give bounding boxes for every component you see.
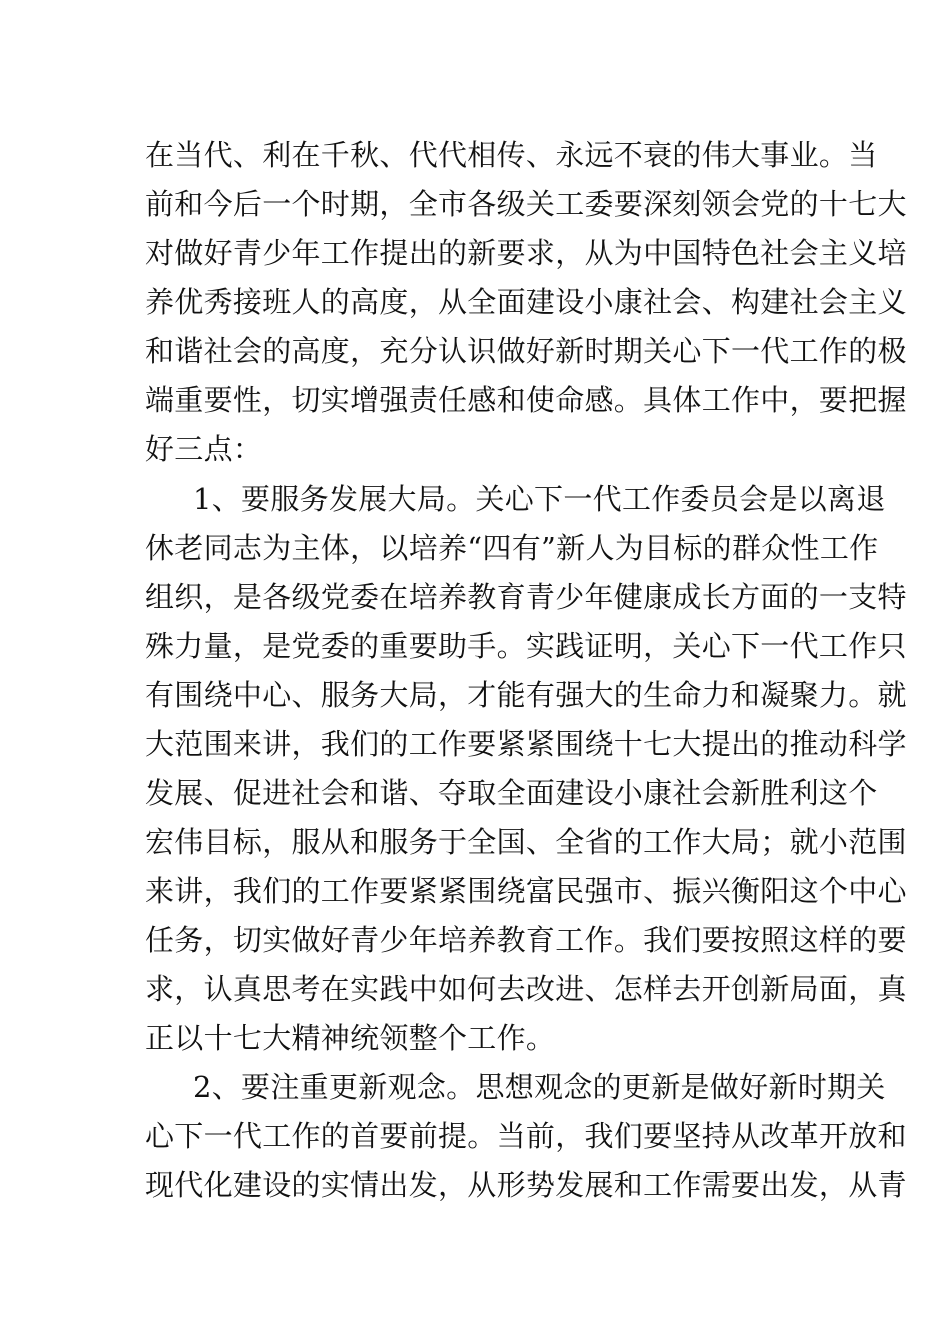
text-line: 组织，是各级党委在培养教育青少年健康成长方面的一支特: [145, 580, 907, 614]
text-line: 现代化建设的实情出发，从形势发展和工作需要出发，从青: [145, 1168, 907, 1202]
text-line: 发展、促进社会和谐、夺取全面建设小康社会新胜利这个: [145, 776, 878, 810]
text-line: 养优秀接班人的高度，从全面建设小康社会、构建社会主义: [145, 285, 907, 319]
text-line: 宏伟目标，服从和服务于全国、全省的工作大局；就小范围: [145, 825, 907, 859]
text-line: 前和今后一个时期，全市各级关工委要深刻领会党的十七大: [145, 187, 907, 221]
text-line: 心下一代工作的首要前提。当前，我们要坚持从改革开放和: [145, 1119, 907, 1153]
text-line: 在当代、利在千秋、代代相传、永远不衰的伟大事业。当: [145, 138, 878, 172]
text-line: 大范围来讲，我们的工作要紧紧围绕十七大提出的推动科学: [145, 727, 907, 761]
text-line: 好三点：: [145, 432, 263, 466]
text-line: 和谐社会的高度，充分认识做好新时期关心下一代工作的极: [145, 334, 907, 368]
paragraph-point-2: [145, 1063, 907, 1210]
text-line: 有围绕中心、服务大局，才能有强大的生命力和凝聚力。就: [145, 678, 907, 712]
paragraph-point-1: [145, 475, 907, 1063]
text-line: 休老同志为主体，以培养“四有”新人为目标的群众性工作: [145, 531, 879, 565]
text-line: 求，认真思考在实践中如何去改进、怎样去开创新局面，真: [145, 972, 907, 1006]
text-line: 端重要性，切实增强责任感和使命感。具体工作中，要把握: [145, 383, 907, 417]
text-line: 2、要注重更新观念。思想观念的更新是做好新时期关: [193, 1070, 886, 1104]
paragraph-intro: [145, 131, 907, 474]
text-line: 对做好青少年工作提出的新要求，从为中国特色社会主义培: [145, 236, 907, 270]
text-line: 正以十七大精神统领整个工作。: [145, 1021, 556, 1055]
text-line: 殊力量，是党委的重要助手。实践证明，关心下一代工作只: [145, 629, 907, 663]
text-line: 1、要服务发展大局。关心下一代工作委员会是以离退: [193, 482, 886, 516]
text-line: 任务，切实做好青少年培养教育工作。我们要按照这样的要: [145, 923, 907, 957]
text-line: 来讲，我们的工作要紧紧围绕富民强市、振兴衡阳这个中心: [145, 874, 907, 908]
